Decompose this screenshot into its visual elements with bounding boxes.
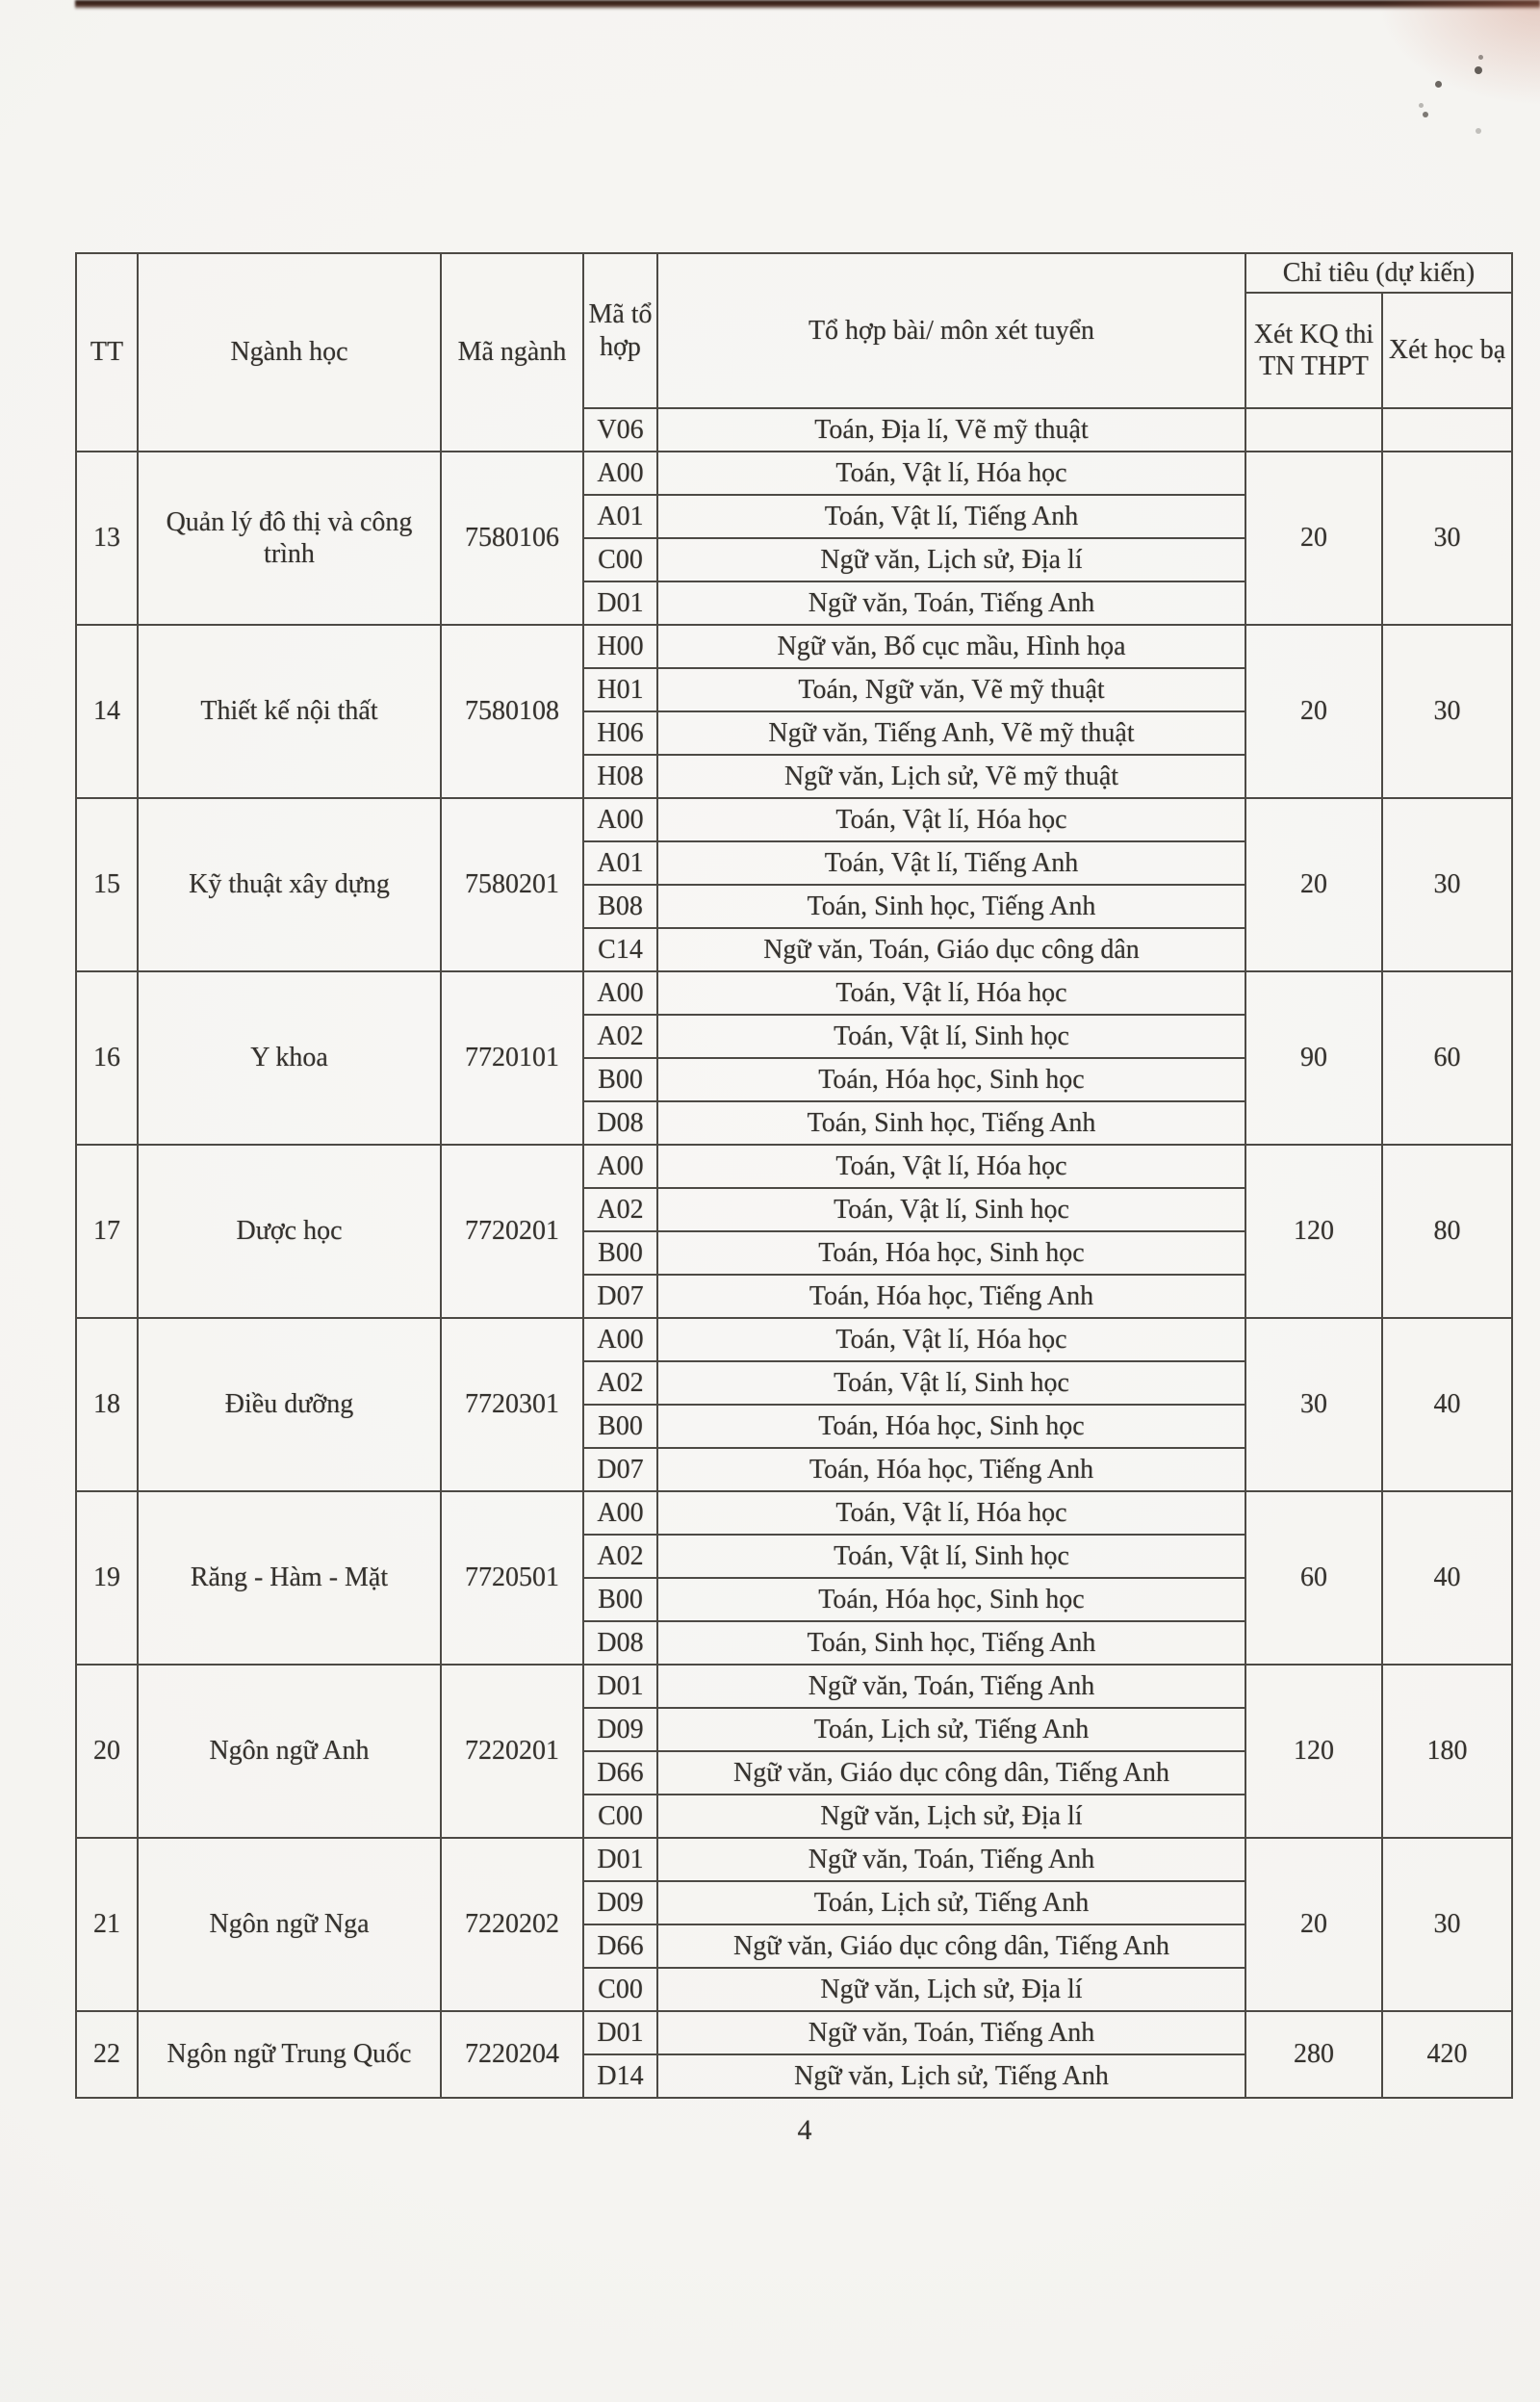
combo-code-cell: D14 xyxy=(583,2054,657,2098)
header-quota-group: Chỉ tiêu (dự kiến) xyxy=(1245,253,1512,293)
combo-subjects-cell: Toán, Địa lí, Vẽ mỹ thuật xyxy=(657,408,1245,452)
combo-subjects-cell: Ngữ văn, Lịch sử, Vẽ mỹ thuật xyxy=(657,755,1245,798)
major-code-cell: 7220201 xyxy=(441,1665,583,1838)
combo-code-cell: A00 xyxy=(583,1491,657,1535)
combo-subjects-cell: Ngữ văn, Toán, Giáo dục công dân xyxy=(657,928,1245,971)
combo-code-cell: A00 xyxy=(583,1318,657,1361)
combo-code-cell: A02 xyxy=(583,1188,657,1231)
combo-subjects-cell: Toán, Ngữ văn, Vẽ mỹ thuật xyxy=(657,668,1245,711)
major-name-cell: Điều dưỡng xyxy=(138,1318,441,1491)
major-combo-row xyxy=(76,1665,1512,1708)
combo-subjects-cell: Toán, Sinh học, Tiếng Anh xyxy=(657,1101,1245,1145)
admissions-table-body xyxy=(76,253,1512,2098)
major-combo-row xyxy=(76,1838,1512,1881)
combo-code-cell: D07 xyxy=(583,1275,657,1318)
combo-subjects-cell: Toán, Hóa học, Tiếng Anh xyxy=(657,1275,1245,1318)
quota-exam-cell: 90 xyxy=(1245,971,1382,1145)
ink-speck xyxy=(1475,66,1482,74)
major-tt-cell: 14 xyxy=(76,625,138,798)
major-tt-cell: 22 xyxy=(76,2011,138,2098)
major-tt-cell: 18 xyxy=(76,1318,138,1491)
quota-exam-cell: 20 xyxy=(1245,798,1382,971)
combo-subjects-cell: Ngữ văn, Tiếng Anh, Vẽ mỹ thuật xyxy=(657,711,1245,755)
combo-code-cell: A01 xyxy=(583,841,657,885)
quota-exam-cell: 120 xyxy=(1245,1665,1382,1838)
major-combo-row xyxy=(76,1145,1512,1188)
quota-transcript-cell: 30 xyxy=(1382,625,1512,798)
combo-subjects-cell: Toán, Vật lí, Hóa học xyxy=(657,971,1245,1015)
quota-transcript-cell xyxy=(1382,408,1512,452)
quota-exam-cell xyxy=(1245,408,1382,452)
combo-code-cell: H08 xyxy=(583,755,657,798)
combo-subjects-cell: Toán, Sinh học, Tiếng Anh xyxy=(657,1621,1245,1665)
quota-exam-cell: 60 xyxy=(1245,1491,1382,1665)
ink-speck xyxy=(1476,128,1481,134)
combo-code-cell: D01 xyxy=(583,581,657,625)
quota-exam-cell: 280 xyxy=(1245,2011,1382,2098)
combo-code-cell: D09 xyxy=(583,1708,657,1751)
quota-transcript-cell: 30 xyxy=(1382,452,1512,625)
major-combo-row xyxy=(76,971,1512,1015)
combo-subjects-cell: Toán, Vật lí, Hóa học xyxy=(657,798,1245,841)
quota-exam-cell: 120 xyxy=(1245,1145,1382,1318)
combo-code-cell: D07 xyxy=(583,1448,657,1491)
combo-subjects-cell: Toán, Hóa học, Sinh học xyxy=(657,1578,1245,1621)
header-combo-code: Mã tổ hợp xyxy=(583,253,657,408)
quota-transcript-cell: 40 xyxy=(1382,1491,1512,1665)
combo-subjects-cell: Toán, Lịch sử, Tiếng Anh xyxy=(657,1881,1245,1924)
major-combo-row xyxy=(76,1491,1512,1535)
combo-subjects-cell: Ngữ văn, Toán, Tiếng Anh xyxy=(657,1665,1245,1708)
combo-code-cell: B00 xyxy=(583,1578,657,1621)
combo-subjects-cell: Ngữ văn, Giáo dục công dân, Tiếng Anh xyxy=(657,1924,1245,1968)
combo-code-cell: C00 xyxy=(583,1968,657,2011)
major-code-cell: 7580108 xyxy=(441,625,583,798)
combo-code-cell: D09 xyxy=(583,1881,657,1924)
major-tt-cell: 13 xyxy=(76,452,138,625)
major-code-cell: 7580106 xyxy=(441,452,583,625)
combo-subjects-cell: Ngữ văn, Lịch sử, Tiếng Anh xyxy=(657,2054,1245,2098)
major-tt-cell: 16 xyxy=(76,971,138,1145)
combo-code-cell: C14 xyxy=(583,928,657,971)
combo-subjects-cell: Toán, Vật lí, Sinh học xyxy=(657,1361,1245,1405)
major-combo-row xyxy=(76,452,1512,495)
combo-code-cell: C00 xyxy=(583,538,657,581)
scan-edge-artifact xyxy=(75,0,1540,10)
combo-code-cell: B00 xyxy=(583,1405,657,1448)
header-major: Ngành học xyxy=(138,253,441,452)
combo-code-cell: A00 xyxy=(583,452,657,495)
major-code-cell: 7220202 xyxy=(441,1838,583,2011)
combo-subjects-cell: Ngữ văn, Giáo dục công dân, Tiếng Anh xyxy=(657,1751,1245,1795)
ink-speck xyxy=(1435,81,1442,88)
combo-code-cell: H00 xyxy=(583,625,657,668)
combo-code-cell: V06 xyxy=(583,408,657,452)
combo-subjects-cell: Toán, Vật lí, Hóa học xyxy=(657,1318,1245,1361)
combo-subjects-cell: Toán, Hóa học, Tiếng Anh xyxy=(657,1448,1245,1491)
combo-code-cell: C00 xyxy=(583,1795,657,1838)
header-quota-transcript: Xét học bạ xyxy=(1382,293,1512,408)
combo-code-cell: H01 xyxy=(583,668,657,711)
combo-code-cell: A02 xyxy=(583,1015,657,1058)
combo-code-cell: D08 xyxy=(583,1101,657,1145)
major-code-cell: 7220204 xyxy=(441,2011,583,2098)
page-number: 4 xyxy=(797,2114,812,2146)
major-tt-cell: 21 xyxy=(76,1838,138,2011)
ink-speck xyxy=(1419,103,1424,108)
quota-exam-cell: 20 xyxy=(1245,1838,1382,2011)
corner-stain xyxy=(1376,0,1540,106)
combo-code-cell: A00 xyxy=(583,971,657,1015)
combo-code-cell: D66 xyxy=(583,1924,657,1968)
combo-subjects-cell: Toán, Hóa học, Sinh học xyxy=(657,1405,1245,1448)
combo-code-cell: B08 xyxy=(583,885,657,928)
major-name-cell: Ngôn ngữ Trung Quốc xyxy=(138,2011,441,2098)
combo-subjects-cell: Ngữ văn, Toán, Tiếng Anh xyxy=(657,581,1245,625)
ink-speck xyxy=(1423,112,1428,117)
combo-code-cell: D08 xyxy=(583,1621,657,1665)
combo-subjects-cell: Ngữ văn, Lịch sử, Địa lí xyxy=(657,538,1245,581)
combo-code-cell: D66 xyxy=(583,1751,657,1795)
major-code-cell: 7720101 xyxy=(441,971,583,1145)
ink-speck xyxy=(1478,55,1483,60)
major-name-cell: Kỹ thuật xây dựng xyxy=(138,798,441,971)
combo-subjects-cell: Ngữ văn, Lịch sử, Địa lí xyxy=(657,1968,1245,2011)
major-tt-cell: 17 xyxy=(76,1145,138,1318)
combo-code-cell: A00 xyxy=(583,1145,657,1188)
combo-subjects-cell: Toán, Vật lí, Hóa học xyxy=(657,452,1245,495)
major-code-cell: 7720501 xyxy=(441,1491,583,1665)
combo-subjects-cell: Toán, Vật lí, Sinh học xyxy=(657,1015,1245,1058)
quota-transcript-cell: 420 xyxy=(1382,2011,1512,2098)
header-tt: TT xyxy=(76,253,138,452)
combo-code-cell: A01 xyxy=(583,495,657,538)
combo-code-cell: A02 xyxy=(583,1361,657,1405)
combo-code-cell: D01 xyxy=(583,1665,657,1708)
combo-subjects-cell: Toán, Vật lí, Sinh học xyxy=(657,1188,1245,1231)
major-tt-cell: 20 xyxy=(76,1665,138,1838)
header-row-1 xyxy=(76,253,1512,293)
combo-subjects-cell: Toán, Vật lí, Sinh học xyxy=(657,1535,1245,1578)
combo-subjects-cell: Ngữ văn, Lịch sử, Địa lí xyxy=(657,1795,1245,1838)
header-major-code: Mã ngành xyxy=(441,253,583,452)
major-tt-cell: 19 xyxy=(76,1491,138,1665)
major-code-cell: 7720301 xyxy=(441,1318,583,1491)
combo-code-cell: D01 xyxy=(583,1838,657,1881)
combo-subjects-cell: Toán, Vật lí, Hóa học xyxy=(657,1145,1245,1188)
major-code-cell: 7720201 xyxy=(441,1145,583,1318)
combo-code-cell: B00 xyxy=(583,1058,657,1101)
combo-subjects-cell: Ngữ văn, Toán, Tiếng Anh xyxy=(657,1838,1245,1881)
header-quota-exam: Xét KQ thi TN THPT xyxy=(1245,293,1382,408)
major-code-cell: 7580201 xyxy=(441,798,583,971)
quota-transcript-cell: 40 xyxy=(1382,1318,1512,1491)
major-name-cell: Quản lý đô thị và công trình xyxy=(138,452,441,625)
combo-subjects-cell: Toán, Vật lí, Tiếng Anh xyxy=(657,841,1245,885)
quota-exam-cell: 20 xyxy=(1245,452,1382,625)
quota-exam-cell: 20 xyxy=(1245,625,1382,798)
combo-subjects-cell: Toán, Vật lí, Hóa học xyxy=(657,1491,1245,1535)
quota-transcript-cell: 30 xyxy=(1382,798,1512,971)
major-combo-row xyxy=(76,1318,1512,1361)
quota-exam-cell: 30 xyxy=(1245,1318,1382,1491)
major-name-cell: Ngôn ngữ Nga xyxy=(138,1838,441,2011)
major-name-cell: Ngôn ngữ Anh xyxy=(138,1665,441,1838)
combo-code-cell: D01 xyxy=(583,2011,657,2054)
combo-code-cell: A00 xyxy=(583,798,657,841)
admissions-quota-table xyxy=(75,252,1513,2099)
major-name-cell: Thiết kế nội thất xyxy=(138,625,441,798)
major-tt-cell: 15 xyxy=(76,798,138,971)
combo-subjects-cell: Toán, Lịch sử, Tiếng Anh xyxy=(657,1708,1245,1751)
major-combo-row xyxy=(76,625,1512,668)
major-combo-row xyxy=(76,2011,1512,2054)
major-name-cell: Dược học xyxy=(138,1145,441,1318)
quota-transcript-cell: 30 xyxy=(1382,1838,1512,2011)
major-combo-row xyxy=(76,798,1512,841)
combo-subjects-cell: Toán, Hóa học, Sinh học xyxy=(657,1231,1245,1275)
header-subjects: Tổ hợp bài/ môn xét tuyển xyxy=(657,253,1245,408)
combo-subjects-cell: Toán, Vật lí, Tiếng Anh xyxy=(657,495,1245,538)
combo-subjects-cell: Toán, Hóa học, Sinh học xyxy=(657,1058,1245,1101)
major-name-cell: Răng - Hàm - Mặt xyxy=(138,1491,441,1665)
combo-code-cell: A02 xyxy=(583,1535,657,1578)
combo-subjects-cell: Ngữ văn, Toán, Tiếng Anh xyxy=(657,2011,1245,2054)
combo-subjects-cell: Ngữ văn, Bố cục mầu, Hình họa xyxy=(657,625,1245,668)
quota-transcript-cell: 80 xyxy=(1382,1145,1512,1318)
major-name-cell: Y khoa xyxy=(138,971,441,1145)
combo-code-cell: B00 xyxy=(583,1231,657,1275)
combo-subjects-cell: Toán, Sinh học, Tiếng Anh xyxy=(657,885,1245,928)
quota-transcript-cell: 180 xyxy=(1382,1665,1512,1838)
quota-transcript-cell: 60 xyxy=(1382,971,1512,1145)
combo-code-cell: H06 xyxy=(583,711,657,755)
